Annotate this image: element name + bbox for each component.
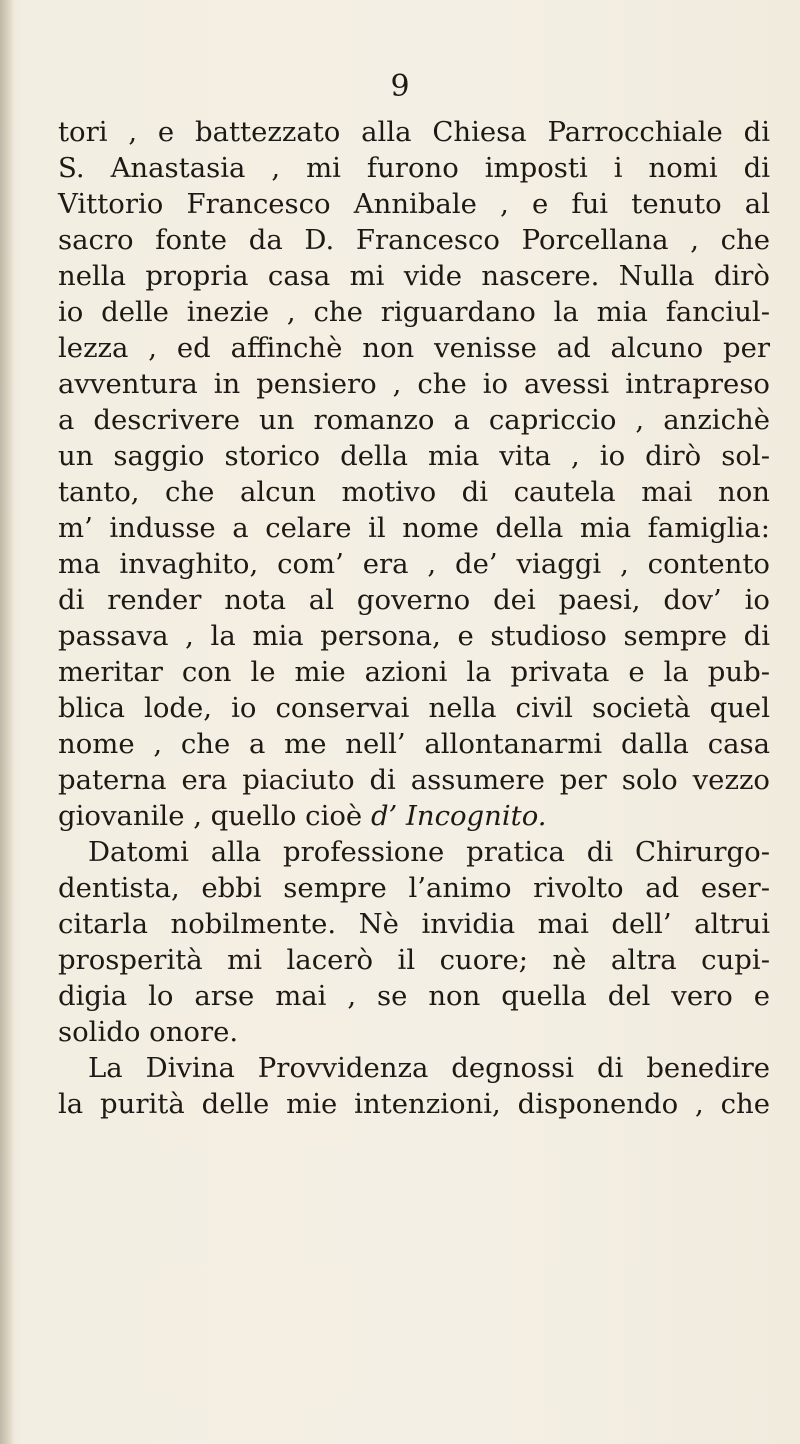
paragraph-1 [58,114,770,834]
text-line: blica lode, io conservai nella civil società quel [58,692,770,724]
italic-name: d’ Incognito. [370,800,547,832]
text-line: nome , che a me nell’ allontanarmi dalla casa [58,728,770,760]
text-line: Vittorio Francesco Annibale , e fui tenuto al [58,188,770,220]
text-line: La Divina Provvidenza degnossi di benedire [88,1052,770,1084]
text-line: tori , e battezzato alla Chiesa Parrocchiale di [58,116,770,148]
text-line: citarla nobilmente. Nè invidia mai dell’ altrui [58,908,770,940]
text-line: ma invaghito, com’ era , de’ viaggi , contento [58,548,770,580]
text-line [58,798,770,834]
text-line: passava , la mia persona, e studioso sempre di [58,620,770,652]
text-line: dentista, ebbi sempre l’animo rivolto ad eser- [58,872,770,904]
text-line: m’ indusse a celare il nome della mia famiglia: [58,512,770,544]
body-text [58,114,770,1122]
text-line: nella propria casa mi vide nascere. Nulla dirò [58,260,770,292]
paragraph-2 [58,834,770,1050]
text-line: prosperità mi lacerò il cuore; nè altra cupi- [58,944,770,976]
text-line: avventura in pensiero , che io avessi intrapreso [58,368,770,400]
text-line: paterna era piaciuto di assumere per solo vezzo [58,764,770,796]
text-line: a descrivere un romanzo a capriccio , anzichè [58,404,770,436]
text-line: di render nota al governo dei paesi, dov’ io [58,584,770,616]
text-line: lezza , ed affinchè non venisse ad alcuno per [58,332,770,364]
text-line: un saggio storico della mia vita , io dirò sol- [58,440,770,472]
paragraph-3 [58,1050,770,1122]
text-line: la purità delle mie intenzioni, disponendo , che [58,1088,770,1120]
text-line: Datomi alla professione pratica di Chirurgo- [88,836,770,868]
text-line: sacro fonte da D. Francesco Porcellana , che [58,224,770,256]
page-number: 9 [390,69,410,104]
text-line: tanto, che alcun motivo di cautela mai non [58,476,770,508]
text-line: solido onore. [58,1016,239,1048]
text-line: meritar con le mie azioni la privata e la pub- [58,656,770,688]
text-line: io delle inezie , che riguardano la mia fanciul- [58,296,770,328]
text-span: giovanile , quello cioè [58,800,371,832]
binding-edge [0,0,14,1444]
text-line: digia lo arse mai , se non quella del vero e [58,980,770,1012]
text-line: S. Anastasia , mi furono imposti i nomi di [58,152,770,184]
